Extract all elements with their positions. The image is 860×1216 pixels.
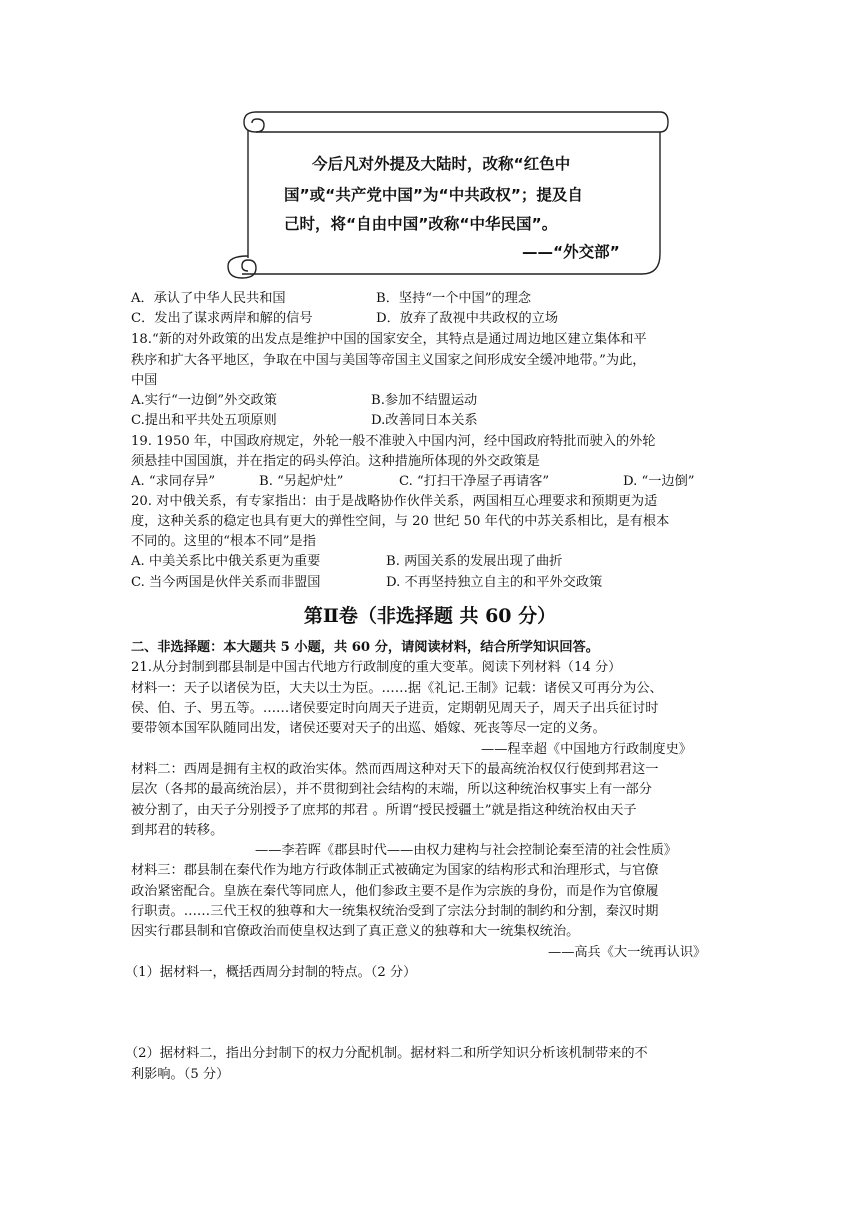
q20-stem-line-2: 度，这种关系的稳定也具有更大的弹性空间，与 20 世纪 50 年代的中苏关系相比，是有根本 [131,514,670,529]
q21-material3-line-4: 因实行郡县制和官僚政治而使皇权达到了真正意义的独尊和大一统集权统治。 [131,924,580,939]
q20-option-c[interactable]: C. 当今两国是伙伴关系而非盟国 [131,575,321,590]
scroll-source: ——“外交部” [522,243,620,261]
q21-material1-line-2: 侯、伯、子、男五等。……诸侯要定时向周天子进贡，定期朝见周天子，周天子出兵征讨时 [131,701,659,716]
q19-stem-line-1: 19. 1950 年，中国政府规定，外轮一般不准驶入中国内河，经中国政府特批而驶入的外轮 [131,434,656,449]
q18-stem-line-1: 18.“新的对外政策的出发点是维护中国的国家安全，其特点是通过周边地区建立集体和平 [131,332,647,347]
q18-stem-line-3: 中国 [131,373,158,388]
q20-option-a[interactable]: A. 中美关系比中俄关系更为重要 [131,554,321,569]
q21-material3-line-3: 行职责。……三代王权的独尊和大一统集权统治受到了宗法分封制的制约和分割，秦汉时期 [131,904,659,919]
q18-option-d[interactable]: D.改善同日本关系 [371,413,478,428]
scroll-line-2: 国”或“共产党中国”为“中共政权”；提及自 [284,186,583,204]
q21-material3-line-2: 政治紧密配合。皇族在秦代等同庶人，他们参政主要不是作为宗族的身份，而是作为官僚履 [131,884,659,899]
scroll-line-1: 今后凡对外提及大陆时，改称“红色中 [312,155,571,173]
q20-option-b[interactable]: B. 两国关系的发展出现了曲折 [386,554,563,569]
q21-material2-line-3: 被分割了，由天子分别授予了庶邦的邦君 。所谓“授民授疆土”就是指这种统治权由天子 [131,803,637,818]
q20-option-d[interactable]: D. 不再坚持独立自主的和平外交政策 [386,575,603,590]
q17-option-d[interactable]: D．放弃了敌视中共政权的立场 [376,311,559,326]
q19-option-a[interactable]: A. “求同存异” [131,474,216,489]
section-title: 第Ⅱ卷（非选择题 共 60 分） [303,605,557,627]
q21-material3-source: ——高兵《大一统再认识》 [548,945,707,960]
q18-option-a[interactable]: A.实行“一边倒”外交政策 [131,393,277,408]
q18-option-c[interactable]: C.提出和平共处五项原则 [131,413,277,428]
q19-option-d[interactable]: D. “一边倒” [623,474,695,489]
q17-option-b[interactable]: B．坚持“一个中国”的理念 [376,291,532,306]
scroll-quote-box [222,108,670,284]
q21-sub1: （1）据材料一，概括西周分封制的特点。（2 分） [125,965,417,980]
q19-stem-line-2: 须悬挂中国国旗，并在指定的码头停泊。这种措施所体现的外交政策是 [131,454,540,469]
q21-intro: 21.从分封制到郡县制是中国古代地方行政制度的重大变革。阅读下列材料（14 分） [131,660,622,675]
q19-option-c[interactable]: C. “打扫干净屋子再请客” [399,474,550,489]
q21-material1-line-1: 材料一：天子以诸侯为臣，大夫以士为臣。……据《礼记.王制》记载：诸侯又可再分为公、 [131,681,663,696]
q18-option-b[interactable]: B.参加不结盟运动 [371,393,478,408]
section-instructions: 二、非选择题：本大题共 5 小题，共 60 分，请阅读材料，结合所学知识回答。 [131,640,599,655]
q21-material3-line-1: 材料三：郡县制在秦代作为地方行政体制正式被确定为国家的结构形式和治理形式，与官僚 [131,863,659,878]
q21-material2-line-2: 层次（各邦的最高统治层），并不贯彻到社会结构的末端，所以这种统治权事实上有一部分 [131,782,652,797]
q19-option-b[interactable]: B. “另起炉灶” [259,474,344,489]
q20-stem-line-1: 20. 对中俄关系，有专家指出：由于是战略协作伙伴关系，两国相互心理要求和预期更为适 [131,494,658,509]
q21-material2-source: ——李若晖《郡县时代——由权力建构与社会控制论秦至清的社会性质》 [255,843,677,858]
q21-material1-line-3: 要带领本国军队随同出发，诸侯还要对天子的出巡、婚嫁、死丧等尽一定的义务。 [131,721,606,736]
scroll-line-3: 己时，将“自由中国”改称“中华民国”。 [284,215,558,233]
q21-material1-source: ——程幸超《中国地方行政制度史》 [481,742,692,757]
q21-material2-line-4: 到邦君的转移。 [131,823,224,838]
q21-sub2-line-2: 利影响。（5 分） [131,1067,230,1082]
q20-stem-line-3: 不同的。这里的“根本不同”是指 [131,534,316,549]
q18-stem-line-2: 秩序和扩大各平地区，争取在中国与美国等帝国主义国家之间形成安全缓冲地带。”为此， [131,353,646,368]
q17-option-a[interactable]: A．承认了中华人民共和国 [131,291,286,306]
q21-material2-line-1: 材料二：西周是拥有主权的政治实体。然而西周这种对天下的最高统治权仅行使到邦君这一 [131,762,659,777]
q21-sub2-line-1: （2）据材料二，指出分封制下的权力分配机制。据材料二和所学知识分析该机制带来的不 [125,1046,648,1061]
q17-option-c[interactable]: C．发出了谋求两岸和解的信号 [131,311,313,326]
